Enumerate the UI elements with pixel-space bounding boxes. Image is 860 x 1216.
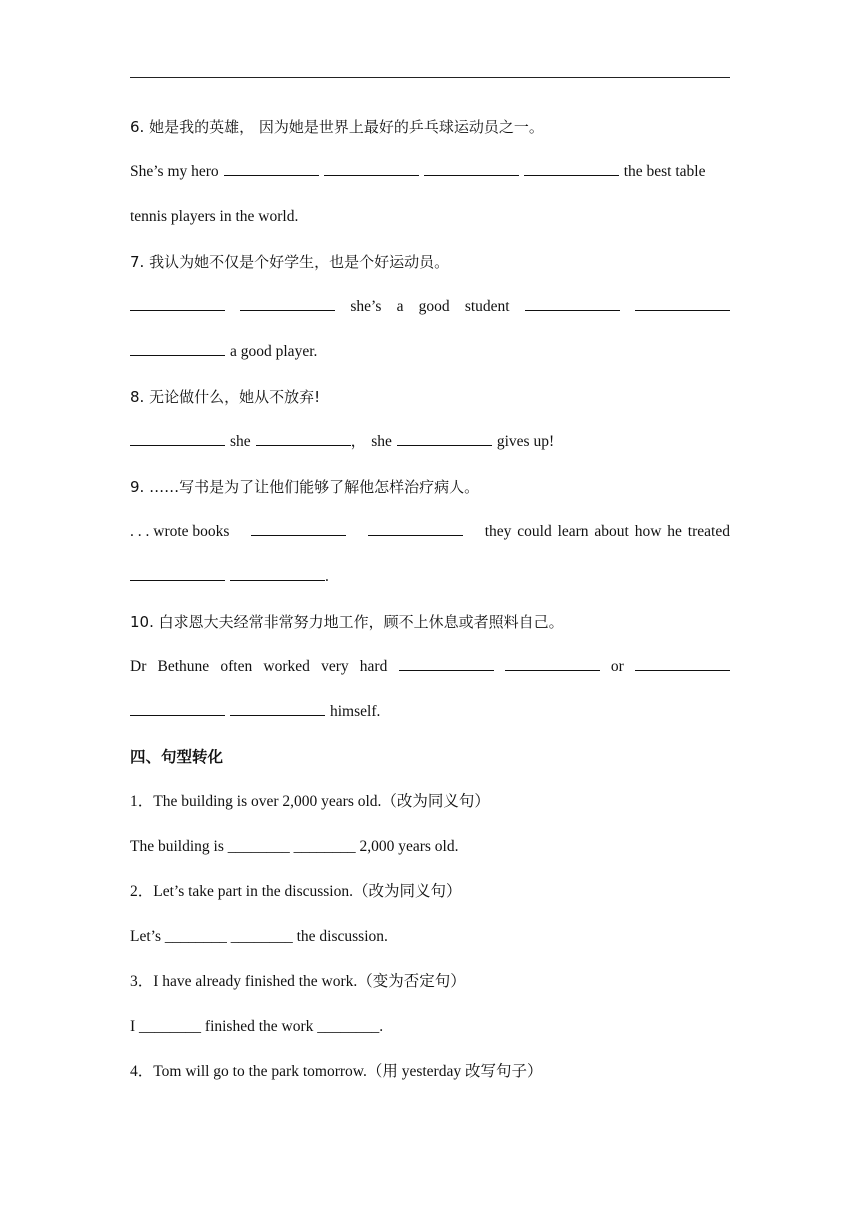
q7-blank-5[interactable] <box>130 341 225 356</box>
q10-word: or <box>610 658 624 675</box>
q6-text-a: She’s my hero <box>130 163 219 180</box>
q6-blank-1[interactable] <box>224 161 319 176</box>
q10-blank-2[interactable] <box>505 656 600 671</box>
q10-word: very <box>321 658 349 675</box>
q6-chinese: 6. 她是我的英雄， 因为她是世界上最好的乒乓球运动员之一。 <box>130 118 544 136</box>
s4-a2[interactable]: Let’s ________ ________ the discussion. <box>130 928 388 945</box>
q9-english-line1 <box>130 521 730 543</box>
q6-blank-2[interactable] <box>324 161 419 176</box>
q6-text-b: the best table <box>623 163 706 180</box>
q10-word: hard <box>359 658 388 675</box>
q9-chinese: 9. ……写书是为了让他们能够了解他怎样治疗病人。 <box>130 478 480 496</box>
q7-blank-3[interactable] <box>525 296 620 311</box>
q6-text-c: tennis players in the world. <box>130 208 299 225</box>
q9-text-a: . . . wrote books <box>130 523 230 540</box>
q10-word: often <box>220 658 253 675</box>
header-rule <box>130 77 730 78</box>
q8-english-line1 <box>130 431 730 453</box>
q9-blank-4[interactable] <box>230 566 325 581</box>
q10-chinese: 10. 白求恩大夫经常非常努力地工作，顾不上休息或者照料自己。 <box>130 613 564 631</box>
q7-blank-2[interactable] <box>240 296 335 311</box>
q10-word: Dr <box>130 658 147 675</box>
q9-text-c: . <box>325 568 329 585</box>
q10-word: Bethune <box>157 658 210 675</box>
q9-blank-1[interactable] <box>251 521 346 536</box>
q10-text-c: himself. <box>330 703 381 720</box>
q7-english-line2 <box>130 341 730 363</box>
q7-word: student <box>464 298 510 315</box>
q7-word: good <box>418 298 450 315</box>
s4-q4: 4．Tom will go to the park tomorrow.（用 yesterday 改写句子） <box>130 1063 543 1080</box>
q9-blank-3[interactable] <box>130 566 225 581</box>
s4-q1: 1．The building is over 2,000 years old.（改为同义句） <box>130 793 490 810</box>
q8-blank-1[interactable] <box>130 431 225 446</box>
q6-english-line1 <box>130 161 730 183</box>
q8-blank-2[interactable] <box>256 431 351 446</box>
q7-text-c: a good player. <box>230 343 318 360</box>
q8-blank-3[interactable] <box>397 431 492 446</box>
q10-blank-3[interactable] <box>635 656 730 671</box>
q7-word: she’s <box>350 298 382 315</box>
q6-blank-4[interactable] <box>524 161 619 176</box>
q8-text-a: she <box>230 433 251 450</box>
section-heading: 四、句型转化 <box>130 748 224 766</box>
q8-text-d: gives up! <box>496 433 555 450</box>
s4-a3[interactable]: I ________ finished the work ________. <box>130 1018 384 1035</box>
q10-blank-4[interactable] <box>130 701 225 716</box>
q7-chinese: 7. 我认为她不仅是个好学生，也是个好运动员。 <box>130 253 450 271</box>
q7-blank-4[interactable] <box>635 296 730 311</box>
q9-blank-2[interactable] <box>368 521 463 536</box>
q7-english-line1 <box>130 296 730 318</box>
document-page <box>130 0 730 1216</box>
q9-english-line2 <box>130 566 730 588</box>
q10-blank-5[interactable] <box>230 701 325 716</box>
q7-blank-1[interactable] <box>130 296 225 311</box>
q10-english-line1 <box>130 656 730 678</box>
q7-word: a <box>396 298 404 315</box>
s4-q2: 2．Let’s take part in the discussion.（改为同义句） <box>130 883 462 900</box>
s4-q3: 3．I have already finished the work.（变为否定句） <box>130 973 466 990</box>
q8-chinese: 8. 无论做什么，她从不放弃! <box>130 388 321 406</box>
q10-blank-1[interactable] <box>399 656 494 671</box>
q10-word: worked <box>263 658 310 675</box>
q10-english-line2 <box>130 701 730 723</box>
q9-text-b: they could learn about how he treated <box>484 523 730 540</box>
q8-text-b: ， <box>350 433 367 450</box>
s4-a1[interactable]: The building is ________ ________ 2,000 years old. <box>130 838 459 855</box>
q8-text-c: she <box>371 433 392 450</box>
q6-blank-3[interactable] <box>424 161 519 176</box>
